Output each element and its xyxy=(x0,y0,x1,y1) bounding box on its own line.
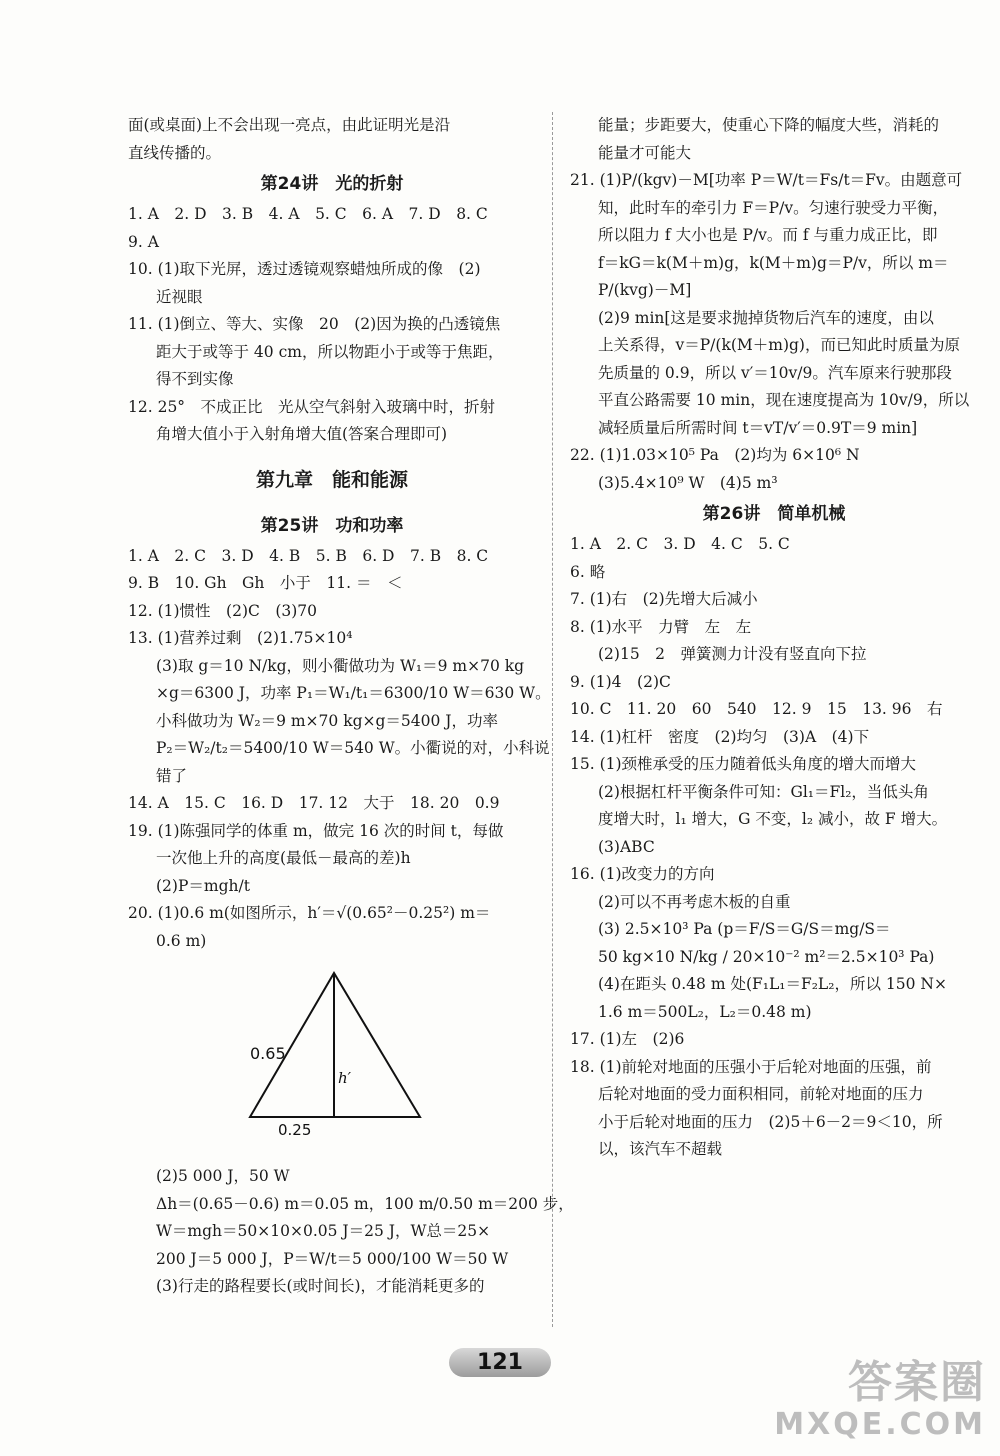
answer-line: 10. (1)取下光屏，透过透镜观察蜡烛所成的像 (2) xyxy=(128,260,481,278)
answer-line: 10. C 11. 20 60 540 12. 9 15 13. 96 右 xyxy=(570,700,943,718)
answer-line: (3)ABC xyxy=(598,837,655,856)
answer-line: (2)5 000 J，50 W xyxy=(156,1167,290,1185)
answer-line: 20. (1)0.6 m(如图所示，h′＝√(0.65²－0.25²) m＝ xyxy=(128,904,491,922)
answer-line: 平直公路需要 10 min，现在速度提高为 10v/9，所以 xyxy=(598,391,970,409)
base-label: 0.25 xyxy=(278,1121,312,1139)
answer-line: 小于后轮对地面的压力 (2)5＋6－2＝9＜10，所 xyxy=(598,1112,943,1131)
answer-line: 9. B 10. Gh Gh 小于 11. ＝ ＜ xyxy=(128,574,403,592)
answer-line: 近视眼 xyxy=(156,287,203,306)
answer-line: 上关系得，v＝P/(k(M＋m)g)，而已知此时质量为原 xyxy=(598,336,960,354)
answer-line: 14. (1)杠杆 密度 (2)均匀 (3)A (4)下 xyxy=(570,727,870,746)
answer-line: 15. (1)颈椎承受的压力随着低头角度的增大而增大 xyxy=(570,755,917,773)
section-24-answers xyxy=(128,201,536,449)
answer-line: (3)取 g＝10 N/kg，则小衢做功为 W₁＝9 m×70 kg xyxy=(156,656,525,675)
answer-line: (2)可以不再考虑木板的自重 xyxy=(598,892,791,911)
answer-line: 1.6 m＝500L₂，L₂＝0.48 m) xyxy=(598,1002,812,1021)
answer-line: 18. (1)前轮对地面的压强小于后轮对地面的压强，前 xyxy=(570,1057,932,1076)
answer-line: (2)P＝mgh/t xyxy=(156,876,250,895)
answer-line: (3)行走的路程要长(或时间长)，才能消耗更多的 xyxy=(156,1277,485,1295)
answer-line: 1. A 2. C 3. D 4. B 5. B 6. D 7. B 8. C xyxy=(128,546,489,565)
answer-line: (2)15 2 弹簧测力计没有竖直向下拉 xyxy=(598,645,867,663)
chapter-title: 第九章 能和能源 xyxy=(255,468,408,491)
answer-line: (3) 2.5×10³ Pa (p＝F/S＝G/S＝mg/S＝ xyxy=(598,920,891,938)
answer-line: 能量；步距要大，使重心下降的幅度大些，消耗的 xyxy=(598,116,940,134)
section-26-title: 第26讲 简单机械 xyxy=(702,504,846,524)
text-line: 直线传播的。 xyxy=(128,143,222,162)
answer-line: (3)5.4×10⁹ W (4)5 m³ xyxy=(598,473,778,492)
answer-line: 角增大值小于入射角增大值(答案合理即可) xyxy=(156,425,448,443)
answer-line: (2)9 min[这是要求抛掉货物后汽车的速度，由以 xyxy=(598,308,934,327)
answer-line: 7. (1)右 (2)先增大后减小 xyxy=(570,590,758,608)
page-number: 121 xyxy=(449,1348,551,1377)
section-25-answers xyxy=(128,543,574,1301)
answer-line: 后轮对地面的受力面积相同，前轮对地面的压力 xyxy=(598,1085,924,1103)
height-label: h′ xyxy=(338,1069,352,1087)
answer-line: 9. A xyxy=(128,232,159,251)
answer-line: 11. (1)倒立、等大、实像 20 (2)因为换的凸透镜焦 xyxy=(128,315,501,333)
answer-line: 8. (1)水平 力臂 左 左 xyxy=(570,617,752,636)
answer-line: 50 kg×10 N/kg / 20×10⁻² m²＝2.5×10³ Pa) xyxy=(598,947,935,966)
answer-line: 0.6 m) xyxy=(156,931,207,950)
answer-line: 16. (1)改变力的方向 xyxy=(570,865,715,883)
answer-line: 1. A 2. C 3. D 4. C 5. C xyxy=(570,535,790,553)
section-24-title: 第24讲 光的折射 xyxy=(260,174,404,194)
triangle-diagram xyxy=(128,955,536,1163)
right-column xyxy=(570,112,978,1164)
left-column xyxy=(128,112,574,1301)
answer-line: Δh＝(0.65－0.6) m＝0.05 m，100 m/0.50 m＝200 步， xyxy=(156,1194,574,1213)
answer-line: 14. A 15. C 16. D 17. 12 大于 18. 20 0.9 xyxy=(128,794,500,812)
intro-text xyxy=(128,112,536,167)
answer-line: 小科做功为 W₂＝9 m×70 kg×g＝5400 J，功率 xyxy=(156,711,499,730)
answer-line: 距大于或等于 40 cm，所以物距小于或等于焦距， xyxy=(156,342,504,361)
answer-line: 19. (1)陈强同学的体重 m，做完 16 次的时间 t，每做 xyxy=(128,821,504,840)
answer-line: 1. A 2. D 3. B 4. A 5. C 6. A 7. D 8. C xyxy=(128,205,488,223)
answer-line: 22. (1)1.03×10⁵ Pa (2)均为 6×10⁶ N xyxy=(570,446,860,464)
answer-line: P₂＝W₂/t₂＝5400/10 W＝540 W。小衢说的对，小科说 xyxy=(156,739,550,757)
answer-line: 17. (1)左 (2)6 xyxy=(570,1030,685,1048)
answer-line: P/(kvg)－M] xyxy=(598,281,692,299)
answer-line: 200 J＝5 000 J，P＝W/t＝5 000/100 W＝50 W xyxy=(156,1249,509,1268)
answer-line: f＝kG＝k(M＋m)g，k(M＋m)g＝P/v，所以 m＝ xyxy=(598,253,949,272)
continued-answers xyxy=(570,112,978,497)
answer-line: (4)在距头 0.48 m 处(F₁L₁＝F₂L₂，所以 150 N× xyxy=(598,975,947,993)
answer-line: ×g＝6300 J，功率 P₁＝W₁/t₁＝6300/10 W＝630 W。 xyxy=(156,684,551,702)
triangle-figure xyxy=(128,955,536,1163)
answer-line: (2)根据杠杆平衡条件可知：Gl₁＝Fl₂，当低头角 xyxy=(598,782,929,801)
watermark xyxy=(774,1359,986,1442)
answer-line: 错了 xyxy=(156,766,188,785)
text-line: 面(或桌面)上不会出现一亮点，由此证明光是沿 xyxy=(128,116,451,134)
answer-line: 9. (1)4 (2)C xyxy=(570,672,671,691)
answer-line: 21. (1)P/(kgv)－M[功率 P＝W/t＝Fs/t＝Fv。由题意可 xyxy=(570,171,963,189)
answer-line: 6. 略 xyxy=(570,562,606,581)
watermark-url: MXQE.COM xyxy=(774,1407,986,1442)
answer-line: W＝mgh＝50×10×0.05 J＝25 J，W总＝25× xyxy=(156,1222,491,1240)
answer-line: 先质量的 0.9，所以 v′＝10v/9。汽车原来行驶那段 xyxy=(598,363,952,382)
answer-line: 一次他上升的高度(最低－最高的差)h xyxy=(156,849,411,867)
answer-line: 知，此时车的牵引力 F＝P/v。匀速行驶受力平衡， xyxy=(598,198,949,217)
answer-line: 度增大时，l₁ 增大，G 不变，l₂ 减小，故 F 增大。 xyxy=(598,810,948,828)
section-26-answers xyxy=(570,531,978,1164)
section-25-title: 第25讲 功和功率 xyxy=(260,515,404,536)
answer-line: 12. (1)惯性 (2)C (3)70 xyxy=(128,601,318,620)
hypotenuse-label: 0.65 xyxy=(250,1044,286,1063)
watermark-logo-text: 答案圈 xyxy=(848,1357,986,1408)
answer-line: 所以阻力 f 大小也是 P/v。而 f 与重力成正比，即 xyxy=(598,226,938,244)
answer-line: 能量才可能大 xyxy=(598,143,692,162)
answer-line: 得不到实像 xyxy=(156,370,234,388)
column-divider xyxy=(552,112,553,1327)
answer-line: 12. 25° 不成正比 光从空气斜射入玻璃中时，折射 xyxy=(128,397,496,416)
answer-line: 13. (1)营养过剩 (2)1.75×10⁴ xyxy=(128,629,353,647)
answer-line: 以，该汽车不超载 xyxy=(598,1140,723,1158)
answer-line: 减轻质量后所需时间 t＝vT/v′＝0.9T＝9 min] xyxy=(598,418,918,437)
